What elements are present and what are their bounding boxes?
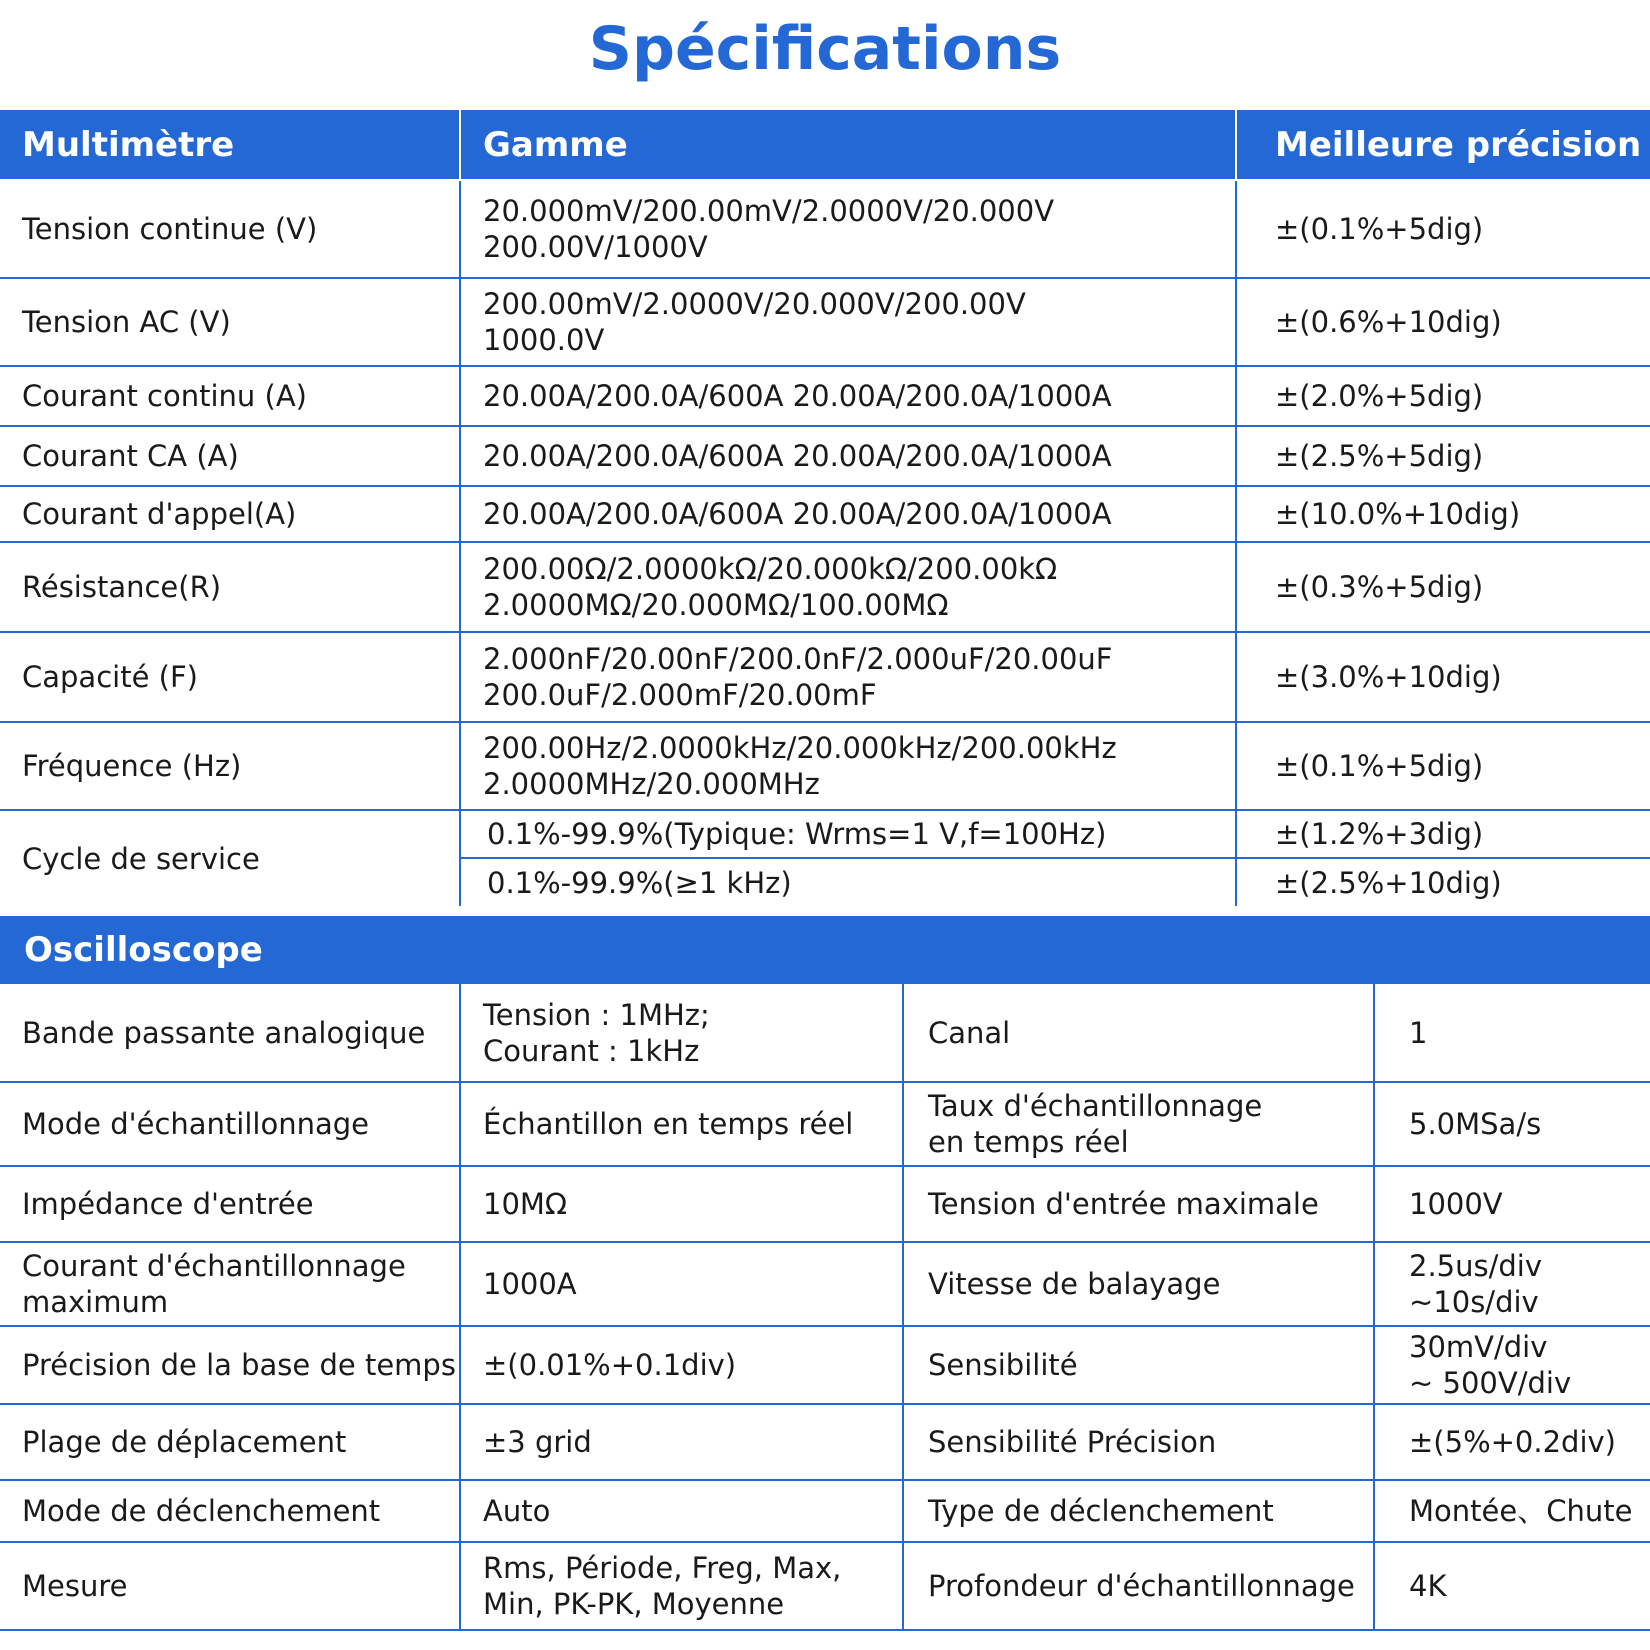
oscilloscope-value-2: [1374, 1082, 1650, 1166]
oscilloscope-value-2: [1374, 1404, 1650, 1480]
oscilloscope-value-2-line: 4K: [1409, 1569, 1447, 1603]
multimeter-label: Tension continue (V): [0, 180, 460, 278]
multimeter-range-line: 200.00Hz/2.0000kHz/20.000kHz/200.00kHz: [483, 731, 1117, 765]
oscilloscope-header-row: [0, 916, 1650, 984]
oscilloscope-label-line: Précision de la base de temps: [22, 1348, 456, 1382]
oscilloscope-label-2: [903, 1480, 1374, 1542]
oscilloscope-value-2-line: 2.5us/div: [1409, 1249, 1543, 1283]
duty-cycle-accuracy: ±(1.2%+3dig): [1236, 810, 1650, 858]
oscilloscope-label: [0, 1242, 460, 1326]
oscilloscope-label-2: [903, 1242, 1374, 1326]
oscilloscope-label-2: [903, 1082, 1374, 1166]
oscilloscope-value-line: 1000A: [483, 1267, 577, 1301]
oscilloscope-row: [0, 1404, 1650, 1480]
header-range: Gamme: [460, 110, 1236, 180]
multimeter-row: [0, 180, 1650, 278]
multimeter-row: [0, 278, 1650, 366]
oscilloscope-value-2: [1374, 1166, 1650, 1242]
multimeter-range-line: 20.00A/200.0A/600A 20.00A/200.0A/1000A: [483, 497, 1112, 531]
multimeter-range: [460, 486, 1236, 542]
oscilloscope-row: [0, 1326, 1650, 1404]
multimeter-range-line: 20.00A/200.0A/600A 20.00A/200.0A/1000A: [483, 379, 1112, 413]
oscilloscope-label-2-line: Type de déclenchement: [928, 1494, 1274, 1528]
multimeter-range-line: 200.0uF/2.000mF/20.00mF: [483, 678, 877, 712]
oscilloscope-label-2-line: Canal: [928, 1015, 1011, 1050]
header-accuracy: Meilleure précision: [1236, 110, 1650, 180]
duty-cycle-range: 0.1%-99.9%(≥1 kHz): [460, 858, 1236, 906]
oscilloscope-value-line: Courant : 1kHz: [483, 1033, 700, 1068]
multimeter-row: [0, 722, 1650, 810]
oscilloscope-value-2-line: ~ 500V/div: [1409, 1366, 1572, 1400]
multimeter-accuracy: ±(0.3%+5dig): [1236, 542, 1650, 632]
oscilloscope-value: [460, 1404, 903, 1480]
oscilloscope-label-2: [903, 984, 1374, 1082]
oscilloscope-label-2-line: Profondeur d'échantillonnage: [928, 1569, 1355, 1603]
oscilloscope-value-2: [1374, 984, 1650, 1082]
oscilloscope-label: [0, 1326, 460, 1404]
oscilloscope-value: [460, 1082, 903, 1166]
oscilloscope-label: [0, 1082, 460, 1166]
oscilloscope-table: [0, 916, 1650, 1631]
oscilloscope-label-2-line: Vitesse de balayage: [928, 1267, 1221, 1301]
multimeter-range-line: 200.00mV/2.0000V/20.000V/200.00V: [483, 287, 1026, 321]
multimeter-header-row: [0, 110, 1650, 180]
oscilloscope-label-line: Mode d'échantillonnage: [22, 1107, 369, 1141]
multimeter-label: Capacité (F): [0, 632, 460, 722]
oscilloscope-value: [460, 984, 903, 1082]
multimeter-row: [0, 426, 1650, 486]
multimeter-range-line: 20.00A/200.0A/600A 20.00A/200.0A/1000A: [483, 439, 1112, 473]
oscilloscope-label: [0, 1404, 460, 1480]
oscilloscope-value-2-line: Montée、Chute: [1409, 1494, 1633, 1528]
oscilloscope-value: [460, 1326, 903, 1404]
multimeter-label: Courant CA (A): [0, 426, 460, 486]
multimeter-accuracy: ±(0.1%+5dig): [1236, 722, 1650, 810]
multimeter-range-line: 20.000mV/200.00mV/2.0000V/20.000V: [483, 194, 1055, 228]
header-oscilloscope: Oscilloscope: [0, 916, 1650, 984]
oscilloscope-value-line: ±3 grid: [483, 1425, 592, 1459]
oscilloscope-value-line: ±(0.01%+0.1div): [483, 1348, 737, 1382]
oscilloscope-label-line: Plage de déplacement: [22, 1425, 347, 1459]
oscilloscope-value-line: Min, PK-PK, Moyenne: [483, 1587, 785, 1621]
oscilloscope-row: [0, 1166, 1650, 1242]
multimeter-range-line: 200.00V/1000V: [483, 230, 708, 264]
duty-cycle-row: [0, 810, 1650, 858]
oscilloscope-label-line: Impédance d'entrée: [22, 1187, 314, 1221]
oscilloscope-value: [460, 1166, 903, 1242]
oscilloscope-label-2-line: Sensibilité Précision: [928, 1425, 1217, 1459]
multimeter-range-line: 2.0000MΩ/20.000MΩ/100.00MΩ: [483, 588, 949, 622]
oscilloscope-label: [0, 1166, 460, 1242]
multimeter-row: [0, 366, 1650, 426]
oscilloscope-value: [460, 1542, 903, 1630]
oscilloscope-label-2: [903, 1404, 1374, 1480]
oscilloscope-value-line: Auto: [483, 1494, 551, 1528]
oscilloscope-value-line: Rms, Période, Freg, Max,: [483, 1551, 842, 1585]
multimeter-label: Courant continu (A): [0, 366, 460, 426]
oscilloscope-label-line: Mode de déclenchement: [22, 1494, 381, 1528]
multimeter-table: [0, 110, 1650, 906]
oscilloscope-row: [0, 1242, 1650, 1326]
oscilloscope-row: [0, 984, 1650, 1082]
oscilloscope-row: [0, 1082, 1650, 1166]
oscilloscope-value-2-line: 1000V: [1409, 1187, 1503, 1221]
multimeter-range: [460, 722, 1236, 810]
oscilloscope-row: [0, 1542, 1650, 1630]
multimeter-label: Résistance(R): [0, 542, 460, 632]
oscilloscope-value-2: [1374, 1542, 1650, 1630]
multimeter-range: [460, 632, 1236, 722]
multimeter-range-line: 2.0000MHz/20.000MHz: [483, 767, 820, 801]
multimeter-range-line: 1000.0V: [483, 323, 605, 357]
oscilloscope-label-2: [903, 1542, 1374, 1630]
oscilloscope-label-2-line: Taux d'échantillonnage: [928, 1089, 1263, 1123]
oscilloscope-value-2-line: ±(5%+0.2div): [1409, 1425, 1616, 1459]
multimeter-range: [460, 366, 1236, 426]
oscilloscope-label-2-line: Sensibilité: [928, 1348, 1078, 1382]
multimeter-range: [460, 542, 1236, 632]
oscilloscope-value-2-line: 30mV/div: [1409, 1330, 1548, 1364]
oscilloscope-value: [460, 1242, 903, 1326]
multimeter-row: [0, 486, 1650, 542]
oscilloscope-value-2: [1374, 1242, 1650, 1326]
oscilloscope-label-2-line: en temps réel: [928, 1125, 1129, 1159]
oscilloscope-label-2-line: Tension d'entrée maximale: [928, 1187, 1319, 1221]
multimeter-row: [0, 542, 1650, 632]
oscilloscope-value-line: 10MΩ: [483, 1187, 568, 1221]
oscilloscope-label-line: Bande passante analogique: [22, 1015, 426, 1050]
oscilloscope-value-2-line: ~10s/div: [1409, 1285, 1539, 1319]
duty-cycle-range: 0.1%-99.9%(Typique: Wrms=1 V,f=100Hz): [460, 810, 1236, 858]
multimeter-accuracy: ±(3.0%+10dig): [1236, 632, 1650, 722]
oscilloscope-label-line: Courant d'échantillonnage: [22, 1249, 406, 1283]
oscilloscope-value-2-line: 1: [1409, 1015, 1428, 1050]
multimeter-label: Fréquence (Hz): [0, 722, 460, 810]
multimeter-range: [460, 180, 1236, 278]
multimeter-range: [460, 426, 1236, 486]
oscilloscope-value-2: [1374, 1480, 1650, 1542]
oscilloscope-value-line: Tension : 1MHz;: [483, 997, 710, 1032]
oscilloscope-row: [0, 1480, 1650, 1542]
oscilloscope-value-2: [1374, 1326, 1650, 1404]
oscilloscope-label-line: maximum: [22, 1285, 169, 1319]
oscilloscope-label: [0, 1542, 460, 1630]
multimeter-label: Courant d'appel(A): [0, 486, 460, 542]
oscilloscope-label-2: [903, 1166, 1374, 1242]
page-title: Spécifications: [588, 14, 1062, 84]
oscilloscope-label-line: Mesure: [22, 1569, 128, 1603]
oscilloscope-value: [460, 1480, 903, 1542]
oscilloscope-label: [0, 1480, 460, 1542]
multimeter-range: [460, 278, 1236, 366]
duty-cycle-accuracy: ±(2.5%+10dig): [1275, 865, 1502, 900]
multimeter-accuracy: ±(2.0%+5dig): [1236, 366, 1650, 426]
multimeter-range-line: 200.00Ω/2.0000kΩ/20.000kΩ/200.00kΩ: [483, 552, 1058, 586]
header-multimeter: Multimètre: [0, 110, 460, 180]
multimeter-label: Tension AC (V): [0, 278, 460, 366]
multimeter-accuracy: ±(2.5%+5dig): [1236, 426, 1650, 486]
duty-cycle-label: Cycle de service: [0, 810, 460, 906]
oscilloscope-label-2: [903, 1326, 1374, 1404]
multimeter-row: [0, 632, 1650, 722]
multimeter-accuracy: ±(10.0%+10dig): [1236, 486, 1650, 542]
multimeter-accuracy: ±(0.6%+10dig): [1236, 278, 1650, 366]
oscilloscope-label: [0, 984, 460, 1082]
multimeter-range-line: 2.000nF/20.00nF/200.0nF/2.000uF/20.00uF: [483, 642, 1113, 676]
multimeter-accuracy: ±(0.1%+5dig): [1236, 180, 1650, 278]
oscilloscope-value-line: Échantillon en temps réel: [483, 1107, 854, 1141]
oscilloscope-value-2-line: 5.0MSa/s: [1409, 1107, 1542, 1141]
